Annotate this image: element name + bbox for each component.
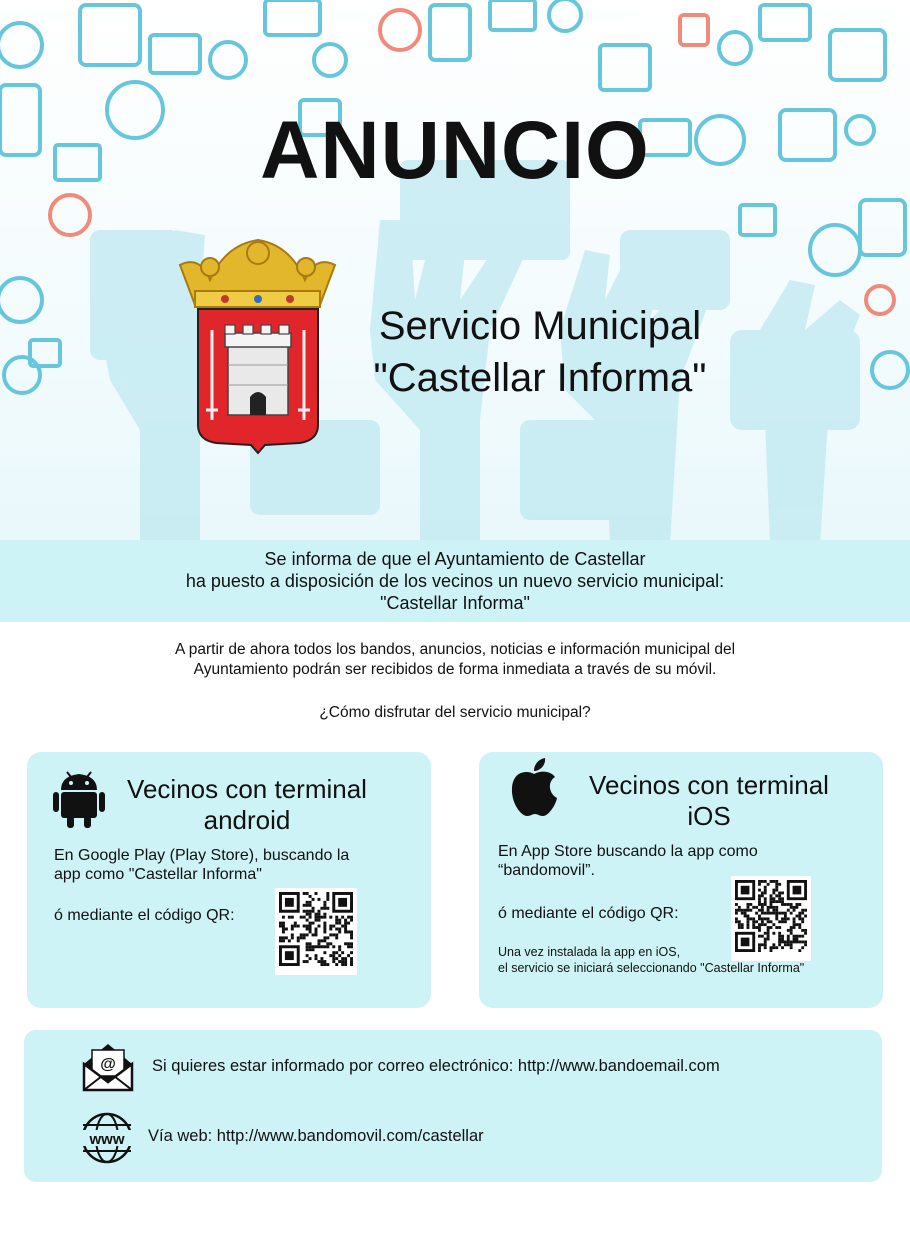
android-card [27, 752, 431, 1008]
castellar-coat-of-arms [170, 235, 345, 455]
ios-qr-label: ó mediante el código QR: [498, 905, 679, 922]
crown-icon [180, 240, 335, 307]
android-text-line1: En Google Play (Play Store), buscando la [54, 847, 350, 864]
ios-instructions [498, 842, 818, 880]
service-title-line1: Servicio Municipal [378, 304, 702, 348]
intro-line1: Se informa de que el Ayuntamiento de Castellar [264, 549, 646, 569]
qr-code-icon [735, 880, 807, 952]
body-paragraph [0, 640, 910, 680]
tower-icon [225, 325, 291, 415]
tech-icons-pattern [0, 0, 910, 545]
page-title: ANUNCIO [260, 105, 650, 196]
apple-icon [509, 758, 559, 818]
www-globe-icon [78, 1112, 136, 1164]
android-qr-code[interactable] [275, 888, 357, 975]
ios-text-line1: En App Store buscando la app como [498, 843, 758, 860]
service-title-line2: "Castellar Informa" [373, 356, 707, 400]
hero-background [0, 0, 910, 545]
qr-code-icon [279, 892, 353, 966]
ios-title-line2: iOS [687, 801, 731, 831]
android-qr-label: ó mediante el código QR: [54, 907, 235, 924]
ios-card [479, 752, 883, 1008]
ios-card-title [569, 770, 849, 832]
email-envelope-icon [82, 1042, 134, 1092]
svg-text:www: www [89, 1131, 125, 1148]
android-title-line1: Vecinos con terminal [127, 774, 367, 804]
how-to-question: ¿Cómo disfrutar del servicio municipal? [319, 704, 591, 721]
web-link[interactable]: Vía web: http://www.bandomovil.com/castellar [148, 1127, 484, 1145]
ios-title-line1: Vecinos con terminal [589, 770, 829, 800]
android-title-line2: android [203, 805, 291, 835]
body-line2: Ayuntamiento podrán ser recibidos de forma inmediata a través de su móvil. [193, 661, 717, 678]
email-link[interactable]: Si quieres estar informado por correo electrónico: http://www.bandoemail.com [152, 1057, 720, 1075]
ios-note-line2: el servicio se iniciará seleccionando "Castellar Informa" [498, 961, 805, 975]
ios-text-line2: “bandomovil”. [498, 862, 595, 879]
intro-line3: "Castellar Informa" [380, 593, 530, 613]
android-icon [53, 768, 105, 828]
svg-text:@: @ [100, 1056, 116, 1073]
contact-box [24, 1030, 882, 1182]
ios-note-line1: Una vez instalada la app en iOS, [498, 945, 681, 959]
body-line1: A partir de ahora todos los bandos, anuncios, noticias e información municipal del [174, 641, 736, 658]
android-instructions [54, 846, 414, 884]
ios-note [498, 944, 878, 976]
android-card-title [107, 774, 387, 836]
service-title [330, 300, 750, 404]
android-text-line2: app como "Castellar Informa" [54, 866, 262, 883]
intro-band [0, 540, 910, 622]
intro-line2: ha puesto a disposición de los vecinos un nuevo servicio municipal: [185, 571, 725, 591]
